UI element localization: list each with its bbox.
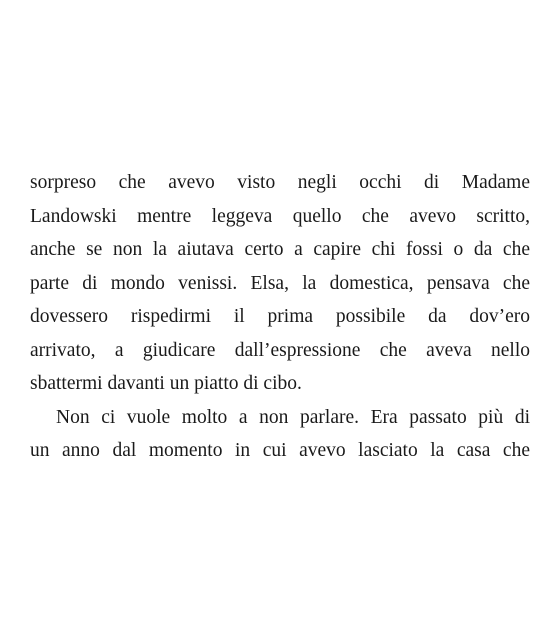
text-line: parte di mondo venissi. Elsa, la domestica, pensava che	[30, 272, 530, 294]
text-line: dovessero rispedirmi il prima possibile da dov’ero	[30, 306, 530, 327]
text-line: Non ci vuole molto a non parlare. Era passato più di	[56, 406, 530, 428]
text-line: sbattermi davanti un piatto di cibo.	[30, 373, 302, 394]
body-text	[30, 166, 530, 468]
text-line: Landowski mentre leggeva quello che avevo scritto,	[30, 205, 530, 227]
text-line: sorpreso che avevo visto negli occhi di Madame	[30, 172, 530, 193]
text-line: arrivato, a giudicare dall’espressione che aveva nello	[30, 339, 530, 361]
text-line: un anno dal momento in cui avevo lasciato la casa che	[30, 440, 530, 461]
text-line: anche se non la aiutava certo a capire chi fossi o da che	[30, 239, 530, 260]
